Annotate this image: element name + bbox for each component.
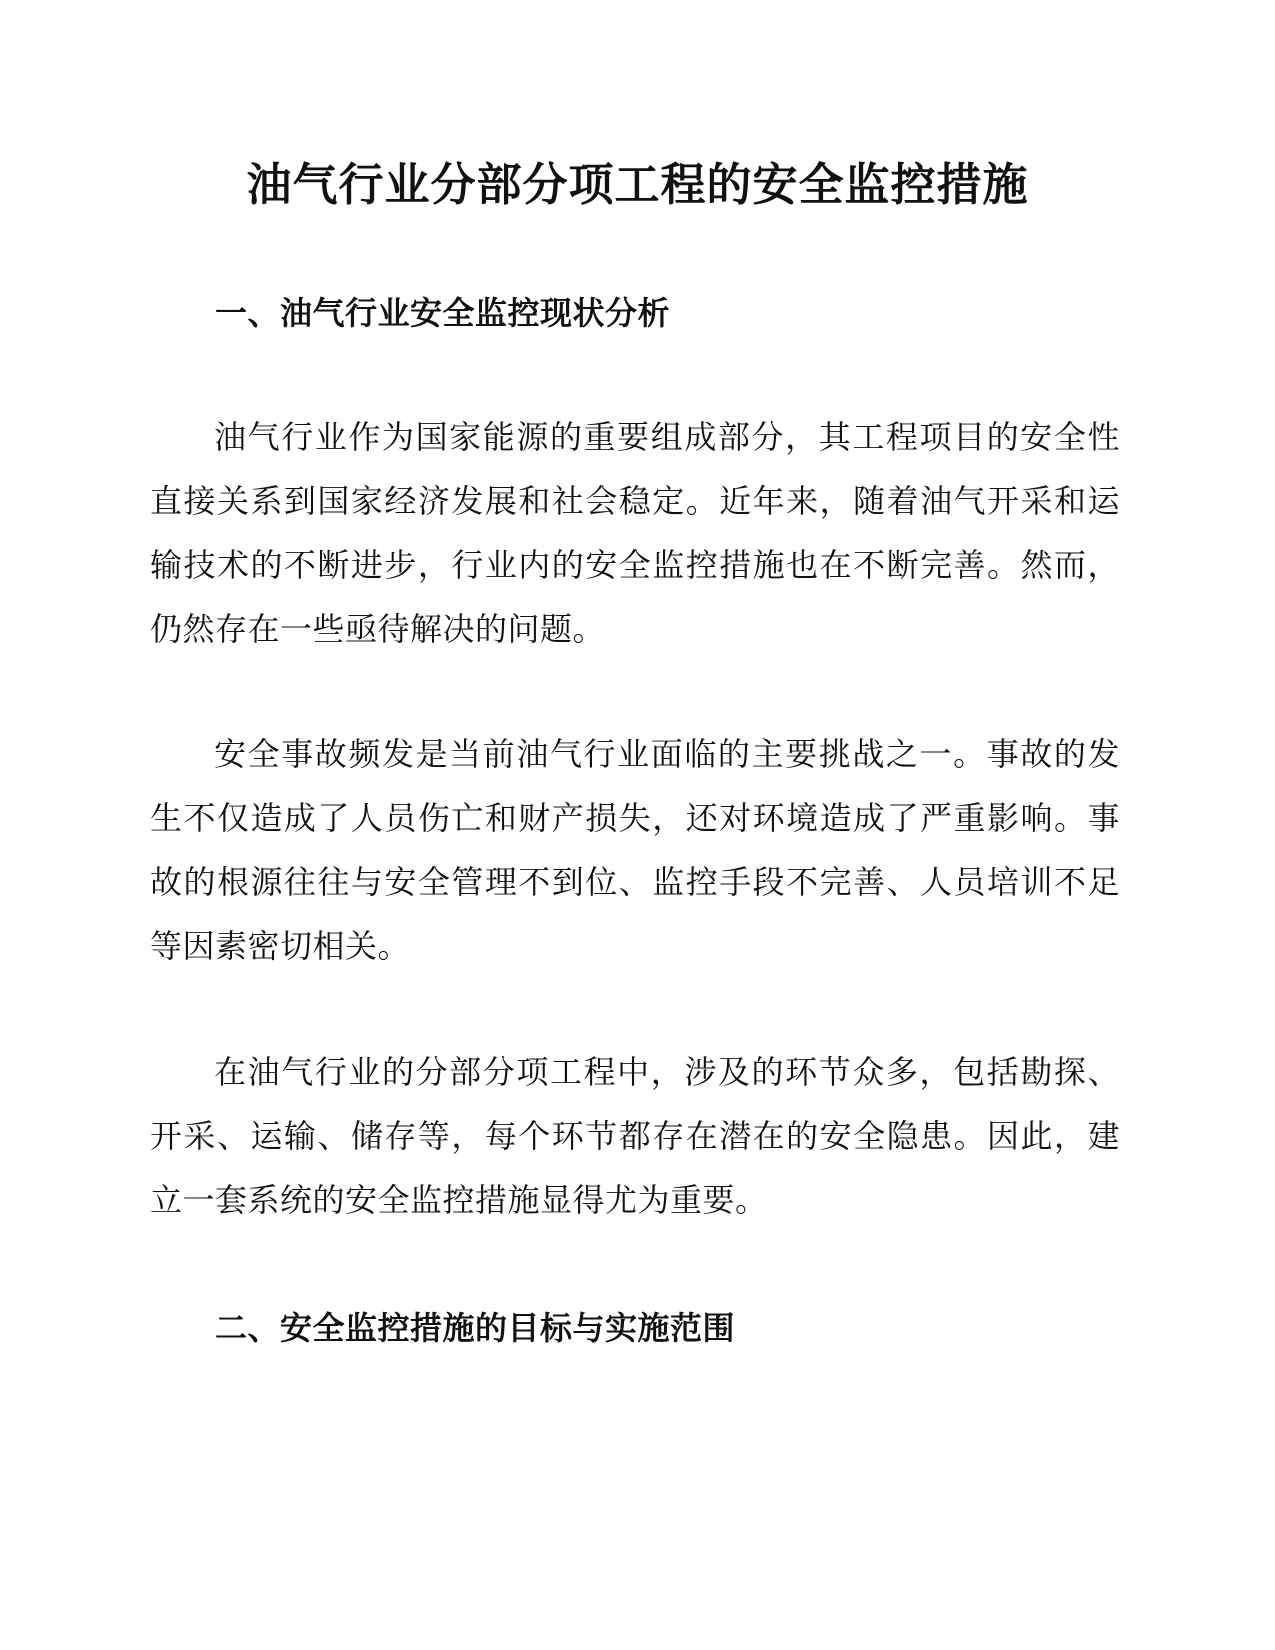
paragraph: 安全事故频发是当前油气行业面临的主要挑战之一。事故的发生不仅造成了人员伤亡和财产损失，还对环境造成了严重影响。事故的根源往往与安全管理不到位、监控手段不完善、人员培训不足等因素密切相关。 bbox=[150, 735, 1120, 965]
paragraph: 油气行业作为国家能源的重要组成部分，其工程项目的安全性直接关系到国家经济发展和社会稳定。近年来，随着油气开采和运输技术的不断进步，行业内的安全监控措施也在不断完善。然而，仍然存在一些亟待解决的问题。 bbox=[150, 418, 1120, 648]
paragraph: 在油气行业的分部分项工程中，涉及的环节众多，包括勘探、开采、运输、储存等，每个环节都存在潜在的安全隐患。因此，建立一套系统的安全监控措施显得尤为重要。 bbox=[150, 1053, 1120, 1219]
document-title: 油气行业分部分项工程的安全监控措施 bbox=[246, 158, 1029, 211]
section-heading-1: 一、油气行业安全监控现状分析 bbox=[215, 294, 671, 332]
section-heading-2: 二、安全监控措施的目标与实施范围 bbox=[215, 1309, 736, 1347]
